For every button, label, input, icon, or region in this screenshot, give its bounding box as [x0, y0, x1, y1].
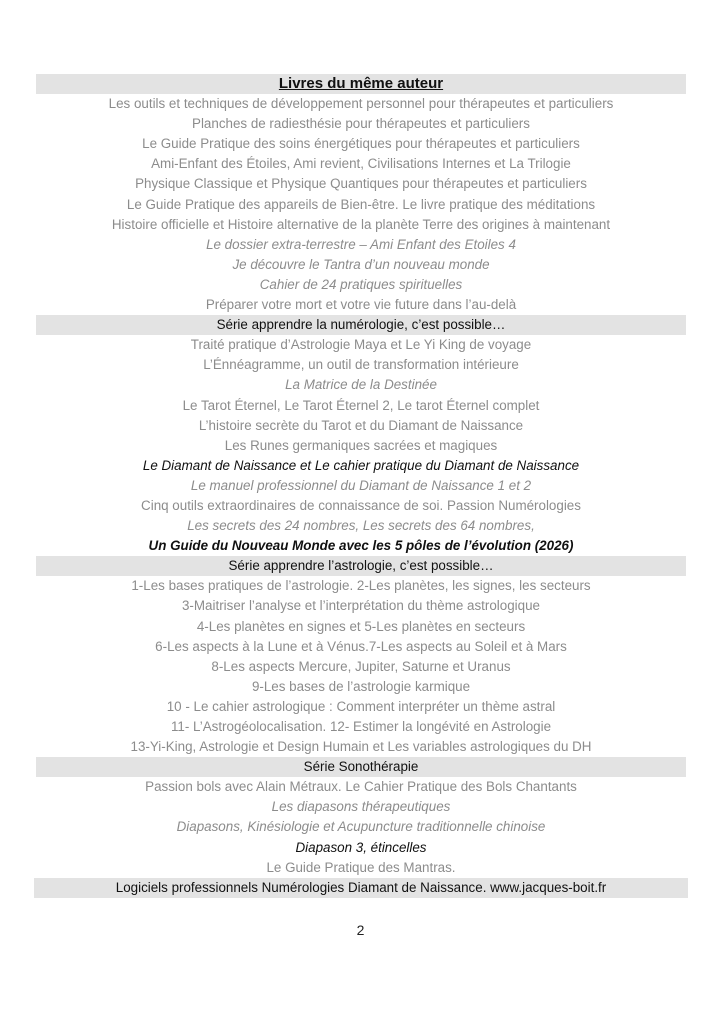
list-item: Le Guide Pratique des Mantras.	[266, 859, 456, 875]
list-item: Diapasons, Kinésiologie et Acupuncture traditionnelle chinoise	[176, 819, 546, 835]
series-header-astrology: Série apprendre l’astrologie, c’est possible…	[36, 556, 686, 576]
list-item: La Matrice de la Destinée	[285, 377, 437, 393]
list-item: 13-Yi-King, Astrologie et Design Humain et Les variables astrologiques du DH	[130, 739, 592, 755]
list-item: Le Guide Pratique des soins énergétiques pour thérapeutes et particuliers	[142, 136, 580, 152]
list-item: 8-Les aspects Mercure, Jupiter, Saturne et Uranus	[211, 658, 511, 674]
list-item: Les diapasons thérapeutiques	[271, 799, 451, 815]
list-item: 11- L’Astrogéolocalisation. 12- Estimer la longévité en Astrologie	[170, 719, 552, 734]
list-item: 4-Les planètes en signes et 5-Les planètes en secteurs	[196, 618, 526, 634]
list-item: Les Runes germaniques sacrées et magiques	[224, 437, 498, 453]
list-item: Le Tarot Éternel, Le Tarot Éternel 2, Le tarot Éternel complet	[182, 397, 540, 413]
series-header-sound: Série Sonothérapie	[36, 757, 686, 777]
series-header-numerology: Série apprendre la numérologie, c’est possible…	[36, 315, 686, 335]
list-item: 9-Les bases de l’astrologie karmique	[251, 678, 471, 694]
list-item: Passion bols avec Alain Métraux. Le Cahier Pratique des Bols Chantants	[145, 779, 577, 795]
list-item: 1-Les bases pratiques de l’astrologie. 2-Les planètes, les signes, les secteurs	[131, 578, 591, 594]
list-item: Physique Classique et Physique Quantiques pour thérapeutes et particuliers	[135, 176, 587, 192]
list-item: 10 - Le cahier astrologique : Comment interpréter un thème astral	[166, 698, 556, 714]
list-item: Histoire officielle et Histoire alternative de la planète Terre des origines à maintenant	[111, 216, 611, 232]
list-item: Traité pratique d’Astrologie Maya et Le Yi King de voyage	[190, 337, 532, 353]
list-item: Ami-Enfant des Étoiles, Ami revient, Civilisations Internes et La Trilogie	[151, 156, 571, 172]
book-list	[36, 74, 686, 898]
list-item: Diapason 3, étincelles	[295, 839, 427, 855]
list-item: L’Énnéagramme, un outil de transformation intérieure	[203, 357, 519, 373]
list-item: Je découvre le Tantra d’un nouveau monde	[232, 256, 490, 272]
list-item: Cinq outils extraordinaires de connaissance de soi. Passion Numérologies	[141, 497, 581, 513]
page-number: 2	[356, 922, 365, 938]
list-item: Préparer votre mort et votre vie future dans l’au-delà	[205, 297, 517, 313]
list-item: Cahier de 24 pratiques spirituelles	[259, 276, 463, 292]
list-item: Les outils et techniques de développement personnel pour thérapeutes et particuliers	[108, 96, 614, 112]
list-item: 3-Maitriser l’analyse et l’interprétation du thème astrologique	[181, 598, 540, 614]
list-item: Le Diamant de Naissance et Le cahier pratique du Diamant de Naissance	[142, 457, 580, 473]
list-item: Le manuel professionnel du Diamant de Naissance 1 et 2	[190, 477, 532, 493]
list-item: Un Guide du Nouveau Monde avec les 5 pôles de l’évolution (2026)	[148, 538, 574, 554]
list-item: 6-Les aspects à la Lune et à Vénus.7-Les aspects au Soleil et à Mars	[155, 638, 567, 654]
list-item: L’histoire secrète du Tarot et du Diamant de Naissance	[198, 417, 524, 433]
footer-banner: Logiciels professionnels Numérologies Diamant de Naissance. www.jacques-boit.fr	[34, 878, 688, 898]
list-item: Planches de radiesthésie pour thérapeutes et particuliers	[192, 116, 530, 132]
list-item: Les secrets des 24 nombres, Les secrets des 64 nombres,	[187, 518, 535, 534]
section-title: Livres du même auteur	[36, 74, 686, 94]
list-item: Le Guide Pratique des appareils de Bien-être. Le livre pratique des méditations	[126, 196, 596, 212]
list-item: Le dossier extra-terrestre – Ami Enfant des Etoiles 4	[206, 236, 516, 252]
